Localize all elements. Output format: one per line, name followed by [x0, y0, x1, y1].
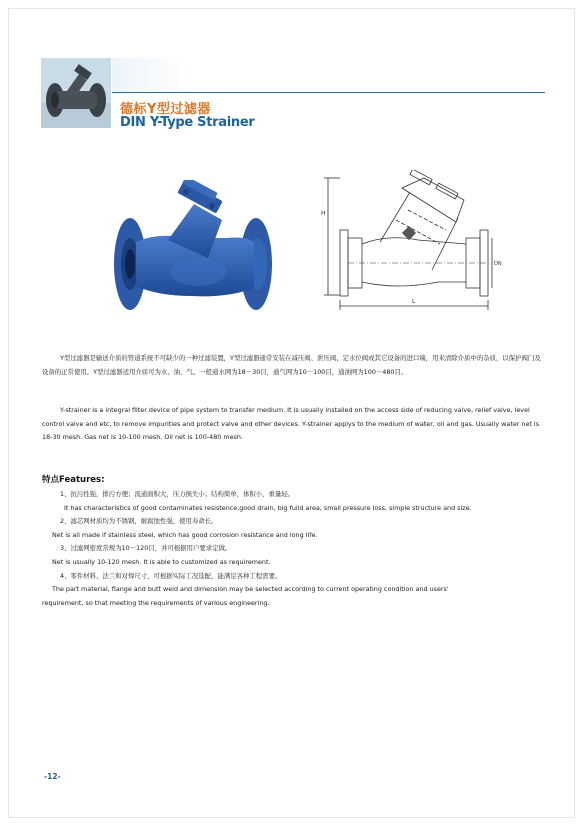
features-list	[42, 488, 552, 610]
feature-item: The part material, flange and butt weld and dimension may be selected according to current operating condition and users'	[52, 585, 449, 594]
feature-item: It has characteristics of good contaminates resistence,good drain, big fuild area, small pressure loss, simple structure and size.	[64, 503, 472, 512]
feature-item: Net is all made if stainless steel, which has good corrosion resistance and long life.	[52, 530, 318, 539]
header-decoration	[112, 58, 192, 94]
strainer-product-image	[108, 180, 278, 320]
page-number: -12-	[44, 772, 61, 781]
feature-item: 1、抗污性强，排污方便；流通面积大，压力损失小；结构简单，体积小，重量轻。	[60, 490, 295, 498]
description-cn: Y型过滤器是输送介质的管道系统不可缺少的一种过滤装置，Y型过滤器通常安装在减压阀、泄压阀、定水位阀或其它设备的进口端，用来清除介质中的杂质，以保护阀门及设备的正常使用。Y型过滤器适用介质可为水、油、气。一般通水网为18－30目，通气网为10－100目，通油网为100－480目。	[42, 354, 541, 376]
dimension-drawing	[318, 170, 508, 320]
header-valve-photo	[41, 58, 111, 128]
feature-item: 2、滤芯网材质均为不锈钢，耐腐蚀性强，使用寿命长。	[60, 517, 218, 526]
feature-item: 4、零件材料、法兰和对焊尺寸，可根据实际工况选配，能满足各种工程需要。	[60, 571, 282, 580]
feature-item: requirement, so that meeting the requirements of various engineering.	[42, 598, 270, 607]
page-title-en: DIN Y-Type Strainer	[120, 115, 255, 130]
dim-label-h: H	[321, 210, 326, 217]
feature-item: Net is usually 10-120 mesh. It is able to customized as requirement.	[52, 557, 271, 566]
feature-item: 3、过滤网密度常规为10－120目，并可根据用户要求定做。	[60, 544, 232, 553]
description-en: Y-strainer is a integral filter device of pipe system to transfer medium. It is usually installed on the access side of reducing valve, relief valve, level control valve and etc, to remove impurities and protect valve and other devices. Y-strainer applys to the medium of water, oil and gas. Usually water net is 18-30 mesh. Gas net is 10-100 mesh. Oil net is 100-480 mesh.	[42, 406, 540, 441]
dim-label-l: L	[412, 298, 416, 305]
page-title-cn: 德标Y型过滤器	[120, 102, 211, 117]
features-heading: 特点Features:	[42, 475, 105, 485]
header-rule	[112, 92, 545, 93]
dim-label-dn: DN	[494, 261, 502, 267]
